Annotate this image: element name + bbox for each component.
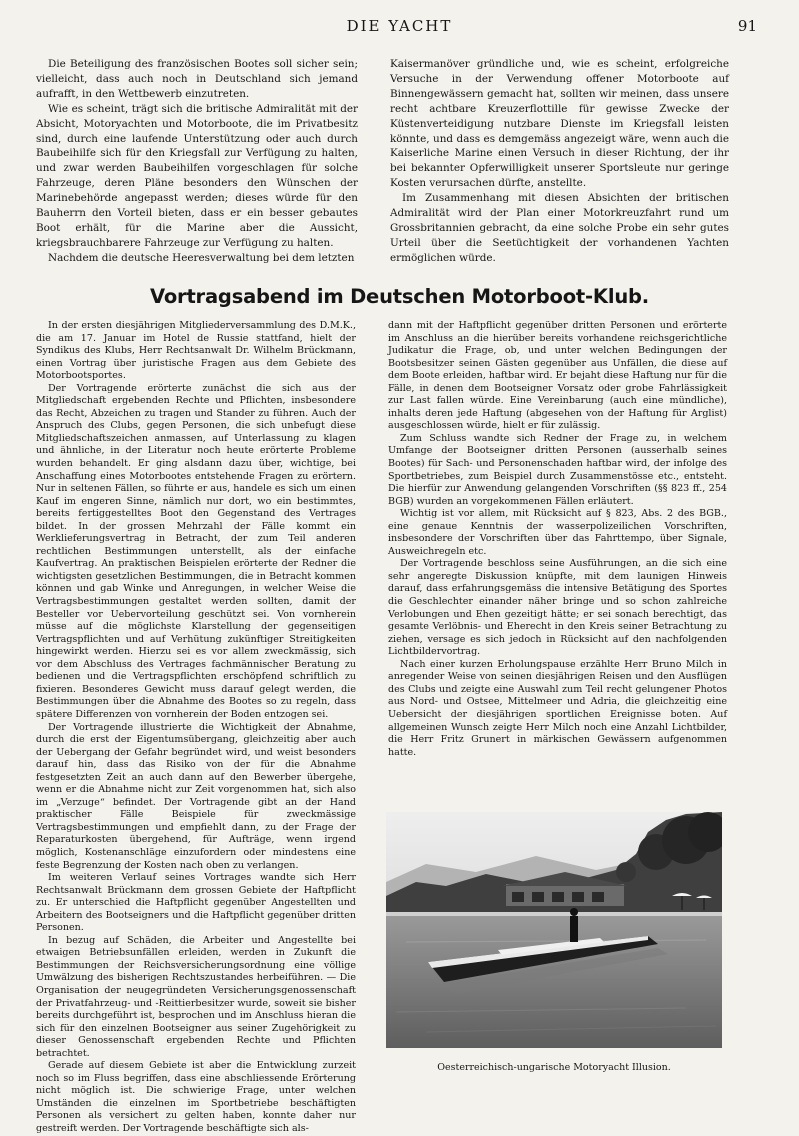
paragraph: Der Vortragende erörterte zunächst die sich aus der Mitgliedschaft ergebenden Rechte und Pflichten, insbesondere das Recht, Abzeichen zu tragen und Stander zu führen. Auch der Anspruch des Clubs, gegen Personen, die sich unbefugt diese Mitgliedschaftszeichen anmassen, auf Unterlassung zu klagen und ähnliche, in der Literatur noch heute erörterte Probleme wurden behandelt. Er ging alsdann dazu über, wichtige, bei Anschaffung eines Motorbootes entstehende Fragen zu erörtern. Nur in seltenen Fällen, so führte er aus, handele es sich um einen Kauf im engeren Sinne, nämlich nur dort, wo ein bestimmtes, bereits fertiggestelltes Boot den Gegenstand des Vertrages bildet. In der grossen Mehrzahl der Fälle kommt ein Werklieferungsvertrag in Betracht, der zum Teil anderen rechtlichen Bestimmungen unterstellt, als der einfache Kaufvertrag. An praktischen Beispielen erörterte der Redner die wichtigsten gesetzlichen Bestimmungen, die in Betracht kommen können und gab Winke und Anregungen, in welcher Weise die Vertragsbestimmungen gestaltet werden sollten, damit der Besteller vor Uebervorteilung geschützt sei. Von vornherein müsse auf die möglichste Klarstellung der gegenseitigen Vertragspflichten und auf Verhütung zukünftiger Streitigkeiten hingewirkt werden. Hierzu sei es vor allem zweckmässig, sich vor dem Abschluss des Vertrages fachmännischer Beratung zu bedienen und die Vertragspflichten erschöpfend schriftlich zu fixieren. Besonderes Gewicht muss darauf gelegt werden, die Bestimmungen über die Abnahme des Bootes so zu regeln, dass spätere Differenzen von vornherein der Boden entzogen sei. — [36, 382, 356, 720]
paragraph: In bezug auf Schäden, die Arbeiter und Angestellte bei etwaigen Betriebsunfällen erleiden, werden in Zukunft die Bestimmungen der Reichsversicherungsordnung eine völlige Umwälzung des bisherigen Rechtszustandes herbeiführen. — Die Organisation der neugegründeten Versicherungsgenossenschaft der Privatfahrzeug- und -Reittierbesitzer wurde, soweit sie bisher bereits durchgeführt ist, besprochen und im Anschluss hieran die sich für den einzelnen Bootseigner aus seiner Zugehörigkeit zu dieser Genossenschaft ergebenden Rechte und Pflichten betrachtet. — [36, 934, 356, 1059]
paragraph: Nachdem die deutsche Heeresverwaltung bei dem letzten — [48, 251, 355, 264]
top-right-column — [390, 57, 729, 266]
paragraph: Wie es scheint, trägt sich die britische Admiralität mit der Absicht, Motoryachten und Motorboote, die im Privatbesitz sind, durch eine laufende Unterstützung oder auch durch Baubeihilfe sich für den Kriegsfall zur Verfügung zu halten, und zwar werden Baubeihilfen vorgeschlagen für solche Fahrzeuge, deren Pläne besonders den Wünschen der Marinebehörde angepasst werden; dieses würde für den Bauherrn den Vorteil bieten, dass er ein besser gebautes Boot erhält, für die Marine aber die Aussicht, kriegsbrauchbarere Fahrzeuge zur Verfügung zu halten. — [36, 102, 358, 249]
article-headline: Vortragsabend im Deutschen Motorboot-Klub. — [150, 285, 649, 308]
paragraph: Gerade auf diesem Gebiete ist aber die Entwicklung zurzeit noch so im Fluss begriffen, dass eine abschliessende Erörterung nicht möglich ist. Die schwierige Frage, unter welchen Umständen die einzelnen im Sportbetriebe beschäftigten Personen als versichert zu gelten haben, konnte daher nur gestreift werden. Der Vortragende beschäftigte sich als- — [36, 1060, 356, 1134]
paragraph: Wichtig ist vor allem, mit Rücksicht auf § 823, Abs. 2 des BGB., eine genaue Kenntnis der wasserpolizeilichen Vorschriften, insbesondere der Vorschriften über das Fahrttempo, über Signale, Ausweichregeln etc. — [388, 508, 727, 557]
paragraph: Der Vortragende illustrierte die Wichtigkeit der Abnahme, durch die erst der Eigentumsübergang, gleichzeitig aber auch der Uebergang der Gefahr begründet wird, und weist besonders darauf hin, dass das Risiko von der für die Abnahme festgesetzten Zeit an auch dann auf den Bewerber übergehe, wenn er die Abnahme nicht zur Zeit vorgenommen hat, sich also im „Verzuge“ befindet. Der Vortragende gibt an der Hand praktischer Fälle Beispiele für zweckmässige Vertragsbestimmungen und empfiehlt dann, zu der Frage der Reparaturkosten übergehend, für Aufträge, wenn irgend möglich, Kostenanschläge einzufordern oder mindestens eine feste Begrenzung der Kosten nach oben zu verlangen. — [36, 721, 356, 871]
paragraph: dann mit der Haftpflicht gegenüber dritten Personen und erörterte im Anschluss an die hierüber bereits vorhandene reichsgerichtliche Judikatur die Frage, ob, und unter welchen Bedingungen der Bootsbesitzer seinen Gästen gegenüber aus Unfällen, die diese auf dem Boote erleiden, haftbar wird. Er bejaht diese Haftung nur für die Fälle, in denen dem Bootseigner Vorsatz oder grobe Fahrlässigkeit zur Last fallen würde. Eine Vereinbarung (auch eine mündliche), inhalts deren jede Haftung (abgesehen von der Haftung für Arglist) ausgeschlossen würde, hielt er für zulässig. — [388, 320, 727, 432]
paragraph: Zum Schluss wandte sich Redner der Frage zu, in welchem Umfange der Bootseigner dritten Personen (ausserhalb seines Bootes) für Sach- und Personenschaden haftbar wird, der infolge des Sportbetriebes, zum Beispiel durch Zusammenstösse etc., entsteht. Die hierfür zur Anwendung gelangenden Vorschriften (§§ 823 ff., 254 BGB) wurden an vorgekommenen Fällen erläutert. — [388, 432, 727, 507]
paragraph: Nach einer kurzen Erholungspause erzählte Herr Bruno Milch in anregender Weise von seinen diesjährigen Reisen und den Ausflügen des Clubs und zeigte eine Auswahl zum Teil recht gelungener Photos aus Nord- und Ostsee, Mittelmeer und Adria, die gleichzeitig eine Uebersicht der diesjährigen sportlichen Ereignisse boten. Auf allgemeinen Wunsch zeigte Herr Milch noch eine Anzahl Lichtbilder, die Herr Fritz Grunert in märkischen Gewässern aufgenommen hatte. — [388, 658, 727, 758]
top-left-column — [36, 57, 358, 266]
paragraph: Kaisermanöver gründliche und, wie es scheint, erfolgreiche Versuche in der Verwendung offener Motorboote auf Binnengewässern gemacht hat, sollten wir meinen, dass unsere recht achtbare Kreuzerflottille für gewisse Zwecke der Küstenverteidigung nutzbare Dienste im Kriegsfall leisten könnte, und dass es demgemäss angezeigt wäre, wenn auch die Kaiserliche Marine einen Versuch in dieser Richtung, der ihr bei bekannter Opferwilligkeit unserer Sportsleute nur geringe Kosten verursachen dürfte, anstellte. — [390, 58, 729, 190]
paragraph: Im Zusammenhang mit diesen Absichten der britischen Admiralität wird der Plan einer Motorkreuzfahrt rund um Grossbritannien gebracht, da eine solche Probe ein sehr gutes Urteil über die Seetüchtigkeit der vorhandenen Yachten ermöglichen würde. — [390, 192, 729, 264]
article-right-column — [388, 320, 727, 759]
paragraph: In der ersten diesjährigen Mitgliederversammlung des D.M.K., die am 17. Januar im Hotel de Russie stattfand, hielt der Syndikus des Klubs, Herr Rechtsanwalt Dr. Wilhelm Brückmann, einen Vortrag über juristische Fragen aus dem Gebiete des Motorbootsportes. — [36, 320, 356, 382]
paragraph: Die Beteiligung des französischen Bootes soll sicher sein; vielleicht, dass auch noch in Deutschland sich jemand aufrafft, in den Wettbewerb einzutreten. — [36, 58, 358, 100]
paragraph: Im weiteren Verlauf seines Vortrages wandte sich Herr Rechtsanwalt Brückmann dem grossen Gebiete der Haftpflicht zu. Er unterschied die Haftpflicht gegenüber Angestellten und Arbeitern des Bootseigners und die Haftpflicht gegenüber dritten Personen. — [36, 872, 356, 934]
paragraph: Der Vortragende beschloss seine Ausführungen, an die sich eine sehr angeregte Diskussion knüpfte, mit dem launigen Hinweis darauf, dass erfahrungsgemäss die intensive Betätigung des Sportes die Geschlechter einander näher bringe und so schon zahlreiche Verlobungen und Ehen gezeitigt hätte; er sei sonach berechtigt, das gesamte Verlöbnis- und Eherecht in den Kreis seiner Betrachtung zu ziehen, versage es sich jedoch in Rücksicht auf den nachfolgenden Lichtbildervortrag. — [388, 558, 727, 658]
article-left-column — [36, 320, 356, 1136]
page-number: 91 — [737, 17, 757, 35]
photo-caption: Oesterreichisch-ungarische Motoryacht Illusion. — [437, 1062, 671, 1073]
running-header-title: DIE YACHT — [346, 17, 453, 35]
motor-yacht-photo — [386, 812, 722, 1048]
